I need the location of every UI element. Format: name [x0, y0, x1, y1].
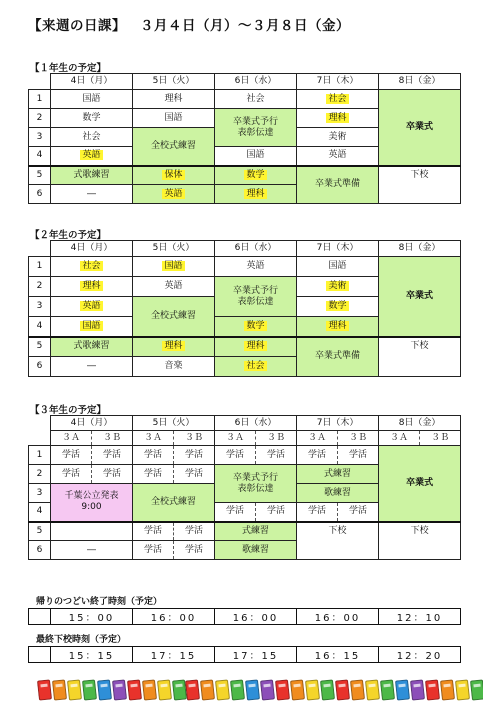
lesson-cell: 式歌練習: [51, 337, 133, 357]
lesson-cell: 学活: [133, 541, 174, 560]
lesson-cell: 社会: [215, 357, 297, 377]
grade3-heading: 【３年生の予定】: [30, 405, 107, 416]
lesson-cell: 学活: [133, 446, 174, 465]
lesson-cell: ―: [51, 357, 133, 377]
time-lead: [29, 647, 51, 663]
lesson-cell: 数学: [51, 109, 133, 128]
period-number: 4: [29, 147, 51, 166]
final-dismissal-label: 最終下校時刻（予定）: [36, 635, 127, 645]
lesson-cell: 学活: [297, 503, 338, 522]
time-cell: 16：15: [297, 647, 379, 663]
lesson-cell: 式歌練習: [51, 166, 133, 185]
book-icon: [245, 679, 260, 700]
period-number: 2: [29, 465, 51, 484]
dismissal-cell: 下校: [379, 166, 461, 204]
rehearsal-cell: 卒業式予行 表彰伝達: [215, 109, 297, 147]
period-number: 3: [29, 128, 51, 147]
day-header: 6日（水）: [215, 74, 297, 90]
day-header: 5日（火）: [133, 416, 215, 431]
return-meeting-label: 帰りのつどい終了時刻（予定）: [36, 597, 163, 607]
lesson-cell: 学活: [174, 522, 215, 541]
book-icon: [230, 679, 245, 700]
lesson-cell: 学活: [215, 503, 256, 522]
lesson-cell: 理科: [215, 337, 297, 357]
period-number: 2: [29, 277, 51, 297]
lesson-cell: 音楽: [133, 357, 215, 377]
book-icon: [112, 679, 127, 700]
lesson-cell: 理科: [133, 90, 215, 109]
lesson-cell: 学活: [256, 446, 297, 465]
day-header: 4日（月）: [51, 74, 133, 90]
day-header: 5日（火）: [133, 241, 215, 257]
grade2-heading: 【２年生の予定】: [30, 230, 107, 241]
period-number: 4: [29, 503, 51, 522]
time-lead: [29, 609, 51, 625]
period-number: 6: [29, 185, 51, 204]
time-cell: 16：00: [297, 609, 379, 625]
day-header: 4日（月）: [51, 241, 133, 257]
dismissal-cell: 下校: [379, 522, 461, 560]
period-number: 3: [29, 297, 51, 317]
class-header: ３Ｂ: [256, 431, 297, 446]
book-icon: [37, 679, 52, 700]
lesson-cell: 美術: [297, 128, 379, 147]
dismissal-cell: 下校: [297, 522, 379, 560]
book-icon: [127, 679, 142, 700]
time-cell: 12：20: [379, 647, 461, 663]
lesson-cell: 学活: [174, 541, 215, 560]
time-cell: 17：15: [133, 647, 215, 663]
day-header: 7日（木）: [297, 416, 379, 431]
lesson-cell: 英語: [297, 147, 379, 166]
lesson-cell: 国語: [133, 109, 215, 128]
lesson-cell: 学活: [215, 446, 256, 465]
period-number: 5: [29, 166, 51, 185]
books-decoration-right: [336, 680, 483, 702]
period-number: 5: [29, 522, 51, 541]
period-number: 1: [29, 446, 51, 465]
lesson-cell: 国語: [51, 90, 133, 109]
time-cell: 12：10: [379, 609, 461, 625]
corner: [29, 241, 51, 257]
lesson-cell: 数学: [215, 317, 297, 337]
book-icon: [440, 679, 455, 700]
book-icon: [350, 679, 365, 700]
lesson-cell: 理科: [297, 317, 379, 337]
book-icon: [320, 679, 335, 700]
book-icon: [52, 679, 67, 700]
grade1-heading: 【１年生の予定】: [30, 63, 107, 74]
corner: [29, 74, 51, 90]
graduation-cell: 卒業式: [379, 446, 461, 522]
book-icon: [410, 679, 425, 700]
lesson-cell: 国語: [133, 257, 215, 277]
practice-cell: 全校式練習: [133, 128, 215, 166]
time-cell: 16：00: [215, 609, 297, 625]
lesson-cell: 学活: [133, 465, 174, 484]
book-icon: [290, 679, 305, 700]
book-icon: [97, 679, 112, 700]
class-header: ３Ｂ: [420, 431, 461, 446]
grade1-table: [28, 73, 461, 204]
rehearsal-cell: 卒業式予行 表彰伝達: [215, 277, 297, 317]
day-header: 6日（水）: [215, 241, 297, 257]
period-number: 1: [29, 90, 51, 109]
lesson-cell: 式練習: [297, 465, 379, 484]
period-number: 6: [29, 357, 51, 377]
lesson-cell: 学活: [338, 446, 379, 465]
period-number: 1: [29, 257, 51, 277]
lesson-cell: 社会: [297, 90, 379, 109]
lesson-cell: 英語: [51, 297, 133, 317]
day-header: 4日（月）: [51, 416, 133, 431]
lesson-cell: 学活: [51, 446, 92, 465]
lesson-cell: 国語: [215, 147, 297, 166]
lesson-cell: 保体: [133, 166, 215, 185]
lesson-cell: 英語: [133, 185, 215, 204]
book-icon: [455, 679, 470, 700]
lesson-cell: 理科: [133, 337, 215, 357]
time-cell: 15：15: [51, 647, 133, 663]
grade2-table: [28, 240, 461, 377]
rehearsal-cell: 卒業式予行 表彰伝達: [215, 465, 297, 503]
class-header: ３Ｂ: [92, 431, 133, 446]
period-number: 3: [29, 484, 51, 503]
class-header: ３Ａ: [297, 431, 338, 446]
class-header: ３Ａ: [215, 431, 256, 446]
lesson-cell: ―: [51, 185, 133, 204]
book-icon: [275, 679, 290, 700]
book-icon: [470, 679, 483, 700]
lesson-cell: 学活: [92, 446, 133, 465]
title-dates: ３月４日（月）～３月８日（金）: [140, 18, 350, 34]
day-header: 6日（水）: [215, 416, 297, 431]
lesson-cell: 理科: [215, 185, 297, 204]
dismissal-cell: 下校: [379, 337, 461, 377]
lesson-cell: 学活: [51, 465, 92, 484]
lesson-cell: 式練習: [215, 522, 297, 541]
lesson-cell: 英語: [51, 147, 133, 166]
lesson-cell: 学活: [133, 522, 174, 541]
class-header: ３Ａ: [51, 431, 92, 446]
lesson-cell: 歌練習: [297, 484, 379, 503]
time-cell: 16：00: [133, 609, 215, 625]
period-number: 5: [29, 337, 51, 357]
book-icon: [305, 679, 320, 700]
grade3-table: [28, 415, 461, 560]
lesson-cell: 美術: [297, 277, 379, 297]
books-decoration-left: [38, 680, 186, 702]
day-header: 8日（金）: [379, 241, 461, 257]
lesson-cell: [51, 522, 133, 541]
day-header: 8日（金）: [379, 416, 461, 431]
lesson-cell: 学活: [174, 446, 215, 465]
book-icon: [142, 679, 157, 700]
lesson-cell: 歌練習: [215, 541, 297, 560]
lesson-cell: 学活: [256, 503, 297, 522]
class-header: ３Ｂ: [338, 431, 379, 446]
book-icon: [185, 679, 200, 700]
book-icon: [82, 679, 97, 700]
lesson-cell: 英語: [215, 257, 297, 277]
period-number: 4: [29, 317, 51, 337]
books-decoration-center: [186, 680, 334, 702]
day-header: 7日（木）: [297, 74, 379, 90]
time-cell: 15：00: [51, 609, 133, 625]
day-header: 7日（木）: [297, 241, 379, 257]
book-icon: [200, 679, 215, 700]
class-header: ３Ａ: [379, 431, 420, 446]
lesson-cell: 数学: [215, 166, 297, 185]
graduation-cell: 卒業式: [379, 90, 461, 166]
book-icon: [335, 679, 350, 700]
time-cell: 17：15: [215, 647, 297, 663]
lesson-cell: 社会: [51, 128, 133, 147]
lesson-cell: 社会: [51, 257, 133, 277]
exam-result-cell: 千葉公立発表 9:00: [51, 484, 133, 522]
lesson-cell: ―: [51, 541, 133, 560]
practice-cell: 全校式練習: [133, 484, 215, 522]
graduation-cell: 卒業式: [379, 257, 461, 337]
page-title: [28, 14, 350, 34]
book-icon: [157, 679, 172, 700]
book-icon: [395, 679, 410, 700]
prep-cell: 卒業式準備: [297, 337, 379, 377]
class-header: ３Ａ: [133, 431, 174, 446]
book-icon: [260, 679, 275, 700]
book-icon: [380, 679, 395, 700]
lesson-cell: 国語: [51, 317, 133, 337]
lesson-cell: 学活: [338, 503, 379, 522]
book-icon: [67, 679, 82, 700]
lesson-cell: 国語: [297, 257, 379, 277]
lesson-cell: 数学: [297, 297, 379, 317]
lesson-cell: 学活: [174, 465, 215, 484]
final-dismissal-times: [28, 646, 461, 663]
lesson-cell: 社会: [215, 90, 297, 109]
lesson-cell: 理科: [297, 109, 379, 128]
period-number: 6: [29, 541, 51, 560]
lesson-cell: 学活: [92, 465, 133, 484]
return-meeting-times: [28, 608, 461, 625]
lesson-cell: 英語: [133, 277, 215, 297]
period-number: 2: [29, 109, 51, 128]
day-header: 8日（金）: [379, 74, 461, 90]
book-icon: [365, 679, 380, 700]
day-header: 5日（火）: [133, 74, 215, 90]
practice-cell: 全校式練習: [133, 297, 215, 337]
book-icon: [425, 679, 440, 700]
lesson-cell: 学活: [297, 446, 338, 465]
class-header: ３Ｂ: [174, 431, 215, 446]
book-icon: [215, 679, 230, 700]
corner: [29, 416, 51, 446]
lesson-cell: 理科: [51, 277, 133, 297]
title-main: 【来週の日課】: [28, 18, 126, 34]
prep-cell: 卒業式準備: [297, 166, 379, 204]
